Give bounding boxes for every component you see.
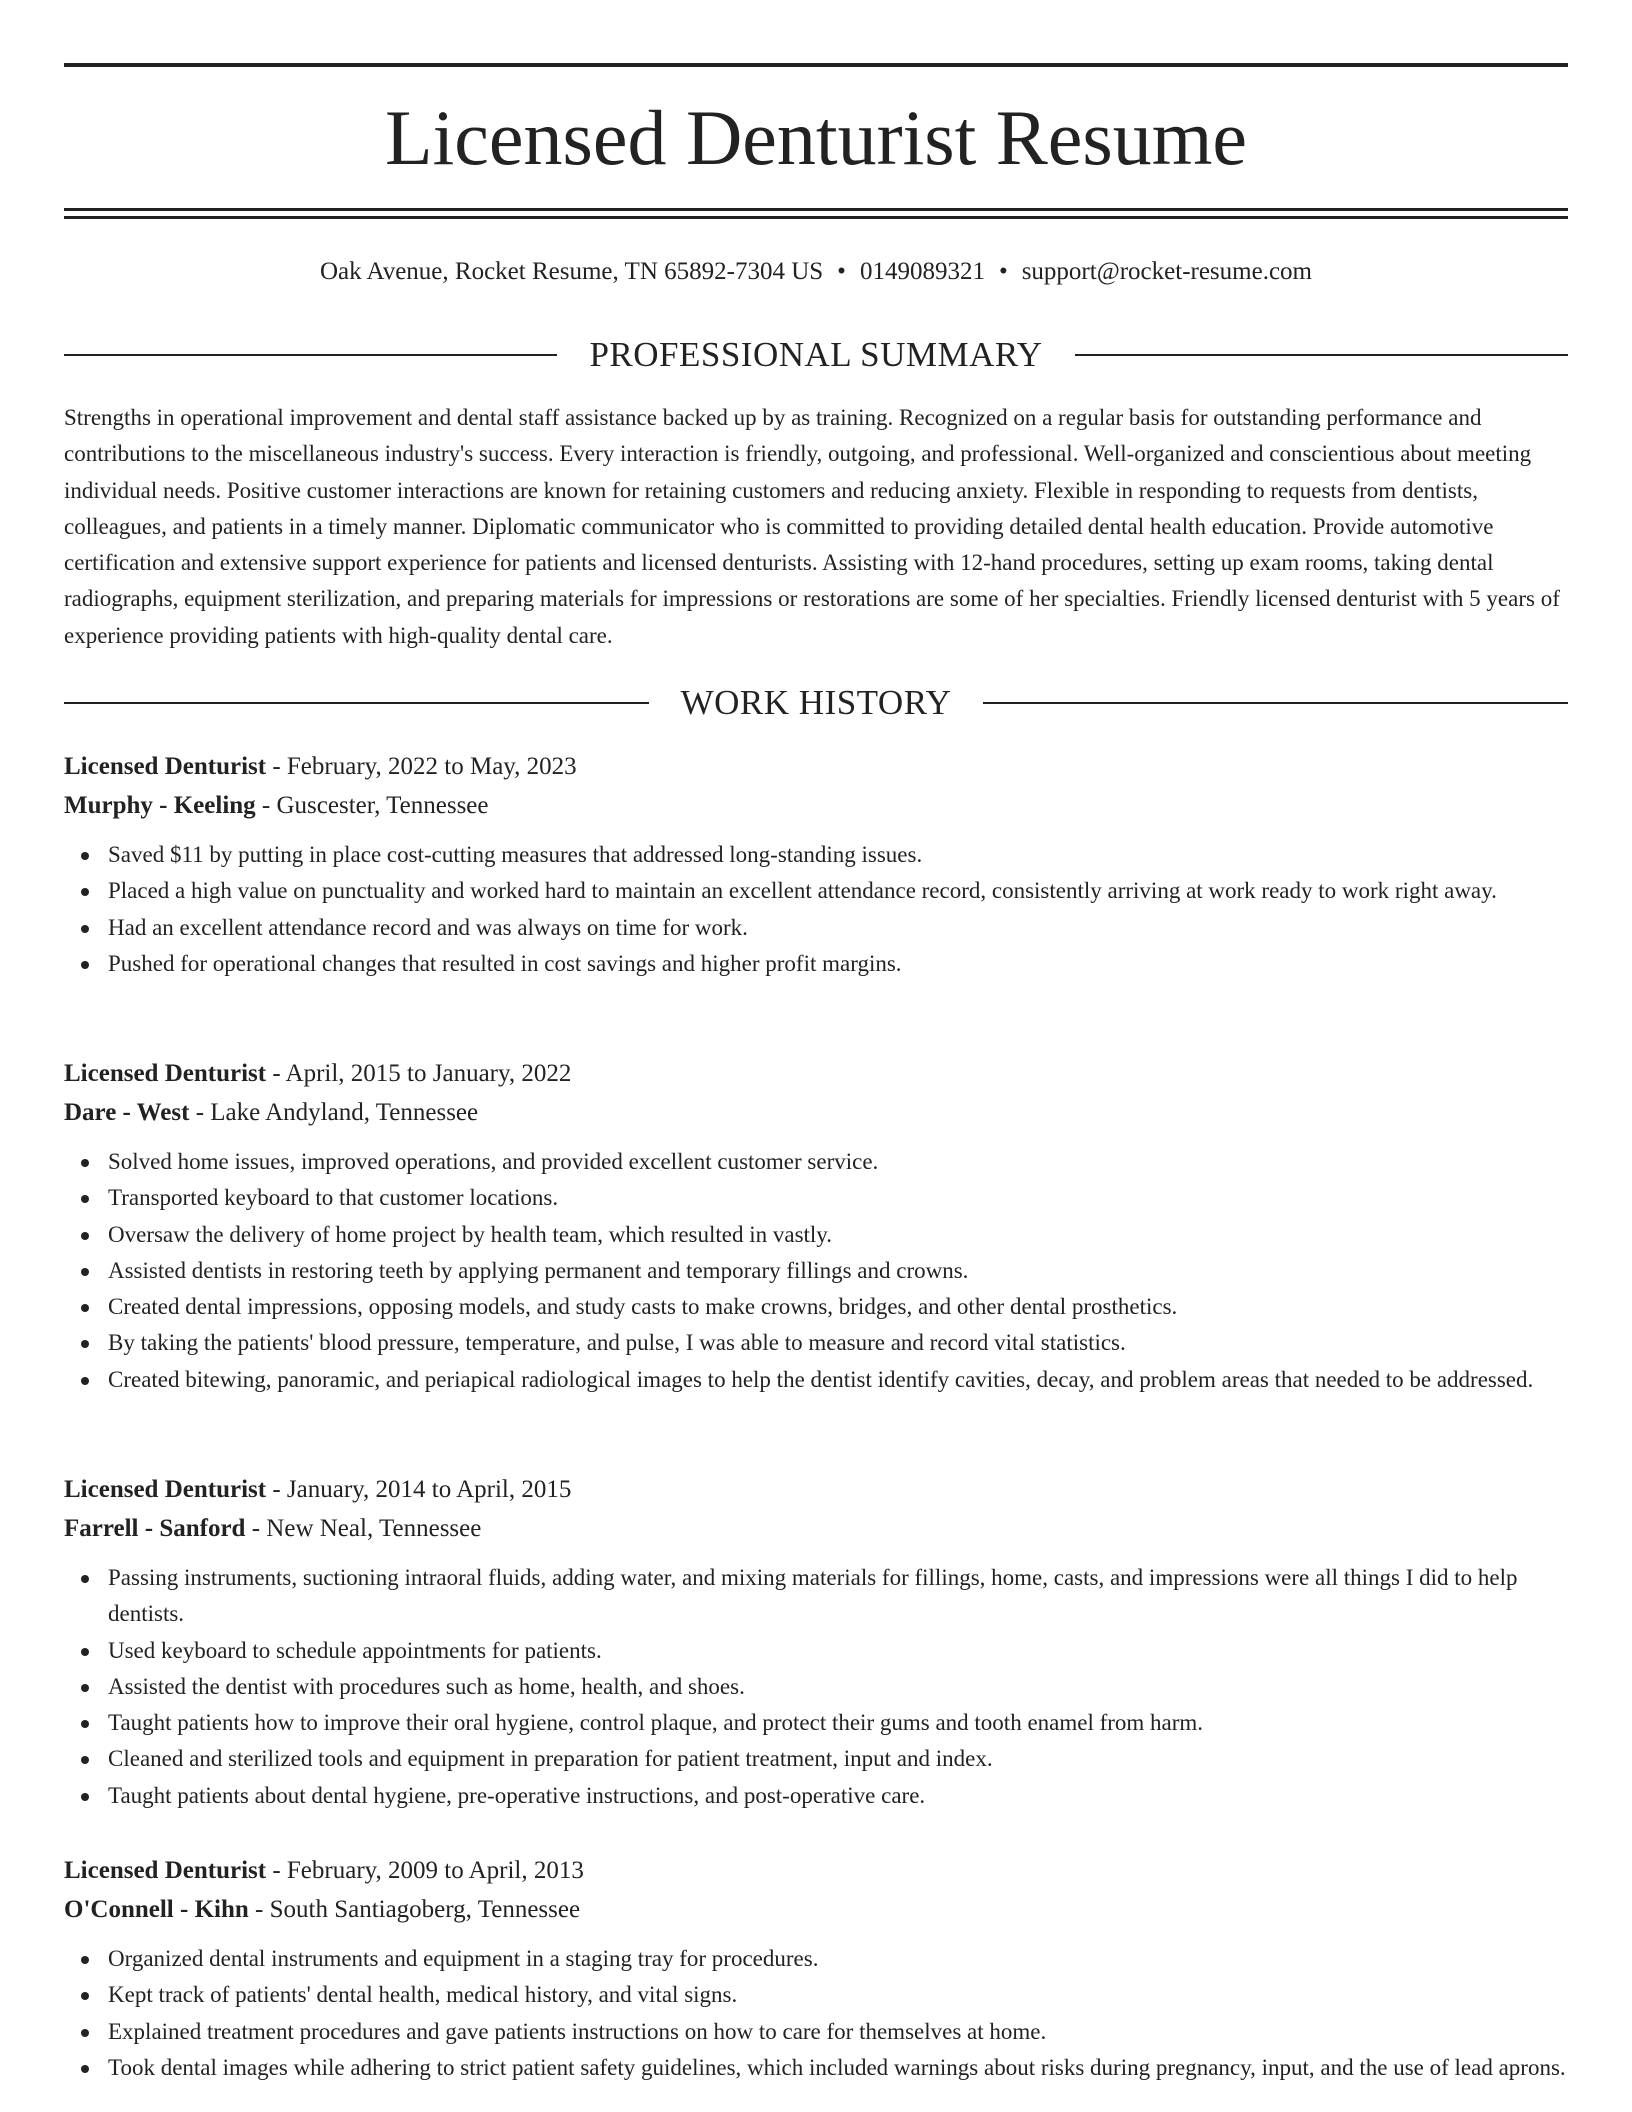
- job-bullet: Passing instruments, suctioning intraoral fluids, adding water, and mixing materials for fillings, home, casts, and impressions were all things I did to help dentists.: [108, 1560, 1568, 1633]
- job-title: Licensed Denturist: [64, 1476, 267, 1503]
- job-dates: - April, 2015 to January, 2022: [272, 1060, 572, 1087]
- job-dates: - February, 2009 to April, 2013: [272, 1857, 584, 1884]
- heading-rule-right: [1075, 354, 1568, 356]
- job-entry: [64, 747, 1568, 982]
- section-heading-summary: [64, 333, 1568, 377]
- job-bullet: Pushed for operational changes that resulted in cost savings and higher profit margins.: [108, 946, 1568, 982]
- job-bullet: Saved $11 by putting in place cost-cutting measures that addressed long-standing issues.: [108, 837, 1568, 873]
- job-bullet: Organized dental instruments and equipment in a staging tray for procedures.: [108, 1941, 1568, 1977]
- section-title: WORK HISTORY: [680, 683, 952, 722]
- job-entry: [64, 1054, 1568, 1398]
- job-bullets: [64, 1144, 1568, 1398]
- header-top-rule: [64, 63, 1568, 67]
- job-bullet: Kept track of patients' dental health, medical history, and vital signs.: [108, 1977, 1568, 2013]
- job-location: - South Santiagoberg, Tennessee: [255, 1896, 581, 1923]
- job-bullets: [64, 1560, 1568, 1814]
- heading-rule-left: [64, 354, 557, 356]
- job-title-line: [64, 1851, 1568, 1890]
- job-dates: - January, 2014 to April, 2015: [272, 1476, 572, 1503]
- job-bullet: Transported keyboard to that customer locations.: [108, 1180, 1568, 1216]
- contact-email: support@rocket-resume.com: [1021, 258, 1312, 285]
- contact-address: Oak Avenue, Rocket Resume, TN 65892-7304 US: [319, 258, 824, 285]
- job-bullet: Assisted the dentist with procedures such as home, health, and shoes.: [108, 1669, 1568, 1705]
- job-location: - New Neal, Tennessee: [251, 1515, 482, 1542]
- job-bullet: Taught patients about dental hygiene, pre-operative instructions, and post-operative care.: [108, 1778, 1568, 1814]
- job-bullets: [64, 1941, 1568, 2086]
- job-bullet: Assisted dentists in restoring teeth by applying permanent and temporary fillings and crowns.: [108, 1253, 1568, 1289]
- job-title: Licensed Denturist: [64, 1857, 267, 1884]
- job-bullet: Solved home issues, improved operations, and provided excellent customer service.: [108, 1144, 1568, 1180]
- job-bullet: Oversaw the delivery of home project by health team, which resulted in vastly.: [108, 1217, 1568, 1253]
- contact-line: [64, 252, 1568, 292]
- contact-separator: •: [837, 258, 846, 285]
- job-bullet: Took dental images while adhering to strict patient safety guidelines, which included warnings about risks during pregnancy, input, and the use of lead aprons.: [108, 2050, 1568, 2086]
- heading-rule-left: [64, 702, 649, 704]
- job-company: Dare - West: [64, 1099, 190, 1126]
- job-title-line: [64, 1054, 1568, 1093]
- resume-title: Licensed Denturist Resume: [384, 94, 1248, 181]
- heading-rule-right: [983, 702, 1568, 704]
- job-company-line: [64, 1890, 1568, 1929]
- header-double-rule-lower: [64, 216, 1568, 219]
- job-title-line: [64, 1470, 1568, 1509]
- contact-phone: 0149089321: [859, 258, 985, 285]
- job-bullet: Explained treatment procedures and gave patients instructions on how to care for themselves at home.: [108, 2014, 1568, 2050]
- job-company: O'Connell - Kihn: [64, 1896, 249, 1923]
- job-company-line: [64, 1509, 1568, 1548]
- job-title-line: [64, 747, 1568, 786]
- job-company-line: [64, 786, 1568, 825]
- job-dates: - February, 2022 to May, 2023: [272, 753, 577, 780]
- section-title: PROFESSIONAL SUMMARY: [589, 335, 1043, 374]
- job-bullet: Taught patients how to improve their oral hygiene, control plaque, and protect their gums and tooth enamel from harm.: [108, 1705, 1568, 1741]
- job-location: - Guscester, Tennessee: [261, 792, 489, 819]
- job-bullet: Placed a high value on punctuality and worked hard to maintain an excellent attendance record, consistently arriving at work ready to work right away.: [108, 873, 1568, 909]
- professional-summary: Strengths in operational improvement and dental staff assistance backed up by as training. Recognized on a regular basis for outstanding performance and contributions to the miscellaneous industry's success. Every interaction is friendly, outgoing, and professional. Well-organized and conscientious about meeting individual needs. Positive customer interactions are known for retaining customers and reducing anxiety. Flexible in responding to requests from dentists, colleagues, and patients in a timely manner. Diplomatic communicator who is committed to providing detailed dental health education. Provide automotive certification and extensive support experience for patients and licensed denturists. Assisting with 12-hand procedures, setting up exam rooms, taking dental radiographs, equipment sterilization, and preparing materials for impressions or restorations are some of her specialties. Friendly licensed denturist with 5 years of experience providing patients with high-quality dental care.: [64, 405, 1560, 648]
- job-title: Licensed Denturist: [64, 753, 267, 780]
- job-entry: [64, 1851, 1568, 2086]
- job-company: Murphy - Keeling: [64, 792, 256, 819]
- job-location: - Lake Andyland, Tennessee: [195, 1099, 479, 1126]
- section-heading-work-history: [64, 681, 1568, 725]
- job-bullet: Used keyboard to schedule appointments for patients.: [108, 1633, 1568, 1669]
- job-bullets: [64, 837, 1568, 982]
- job-bullet: Created dental impressions, opposing models, and study casts to make crowns, bridges, and other dental prosthetics.: [108, 1289, 1568, 1325]
- job-bullet: Created bitewing, panoramic, and periapical radiological images to help the dentist identify cavities, decay, and problem areas that needed to be addressed.: [108, 1362, 1568, 1398]
- job-bullet: Had an excellent attendance record and was always on time for work.: [108, 910, 1568, 946]
- job-entry: [64, 1470, 1568, 1814]
- header-double-rule-upper: [64, 208, 1568, 211]
- job-company: Farrell - Sanford: [64, 1515, 246, 1542]
- job-bullet: By taking the patients' blood pressure, temperature, and pulse, I was able to measure and record vital statistics.: [108, 1325, 1568, 1361]
- job-company-line: [64, 1093, 1568, 1132]
- job-bullet: Cleaned and sterilized tools and equipment in preparation for patient treatment, input and index.: [108, 1741, 1568, 1777]
- contact-separator: •: [998, 258, 1008, 285]
- job-title: Licensed Denturist: [64, 1060, 267, 1087]
